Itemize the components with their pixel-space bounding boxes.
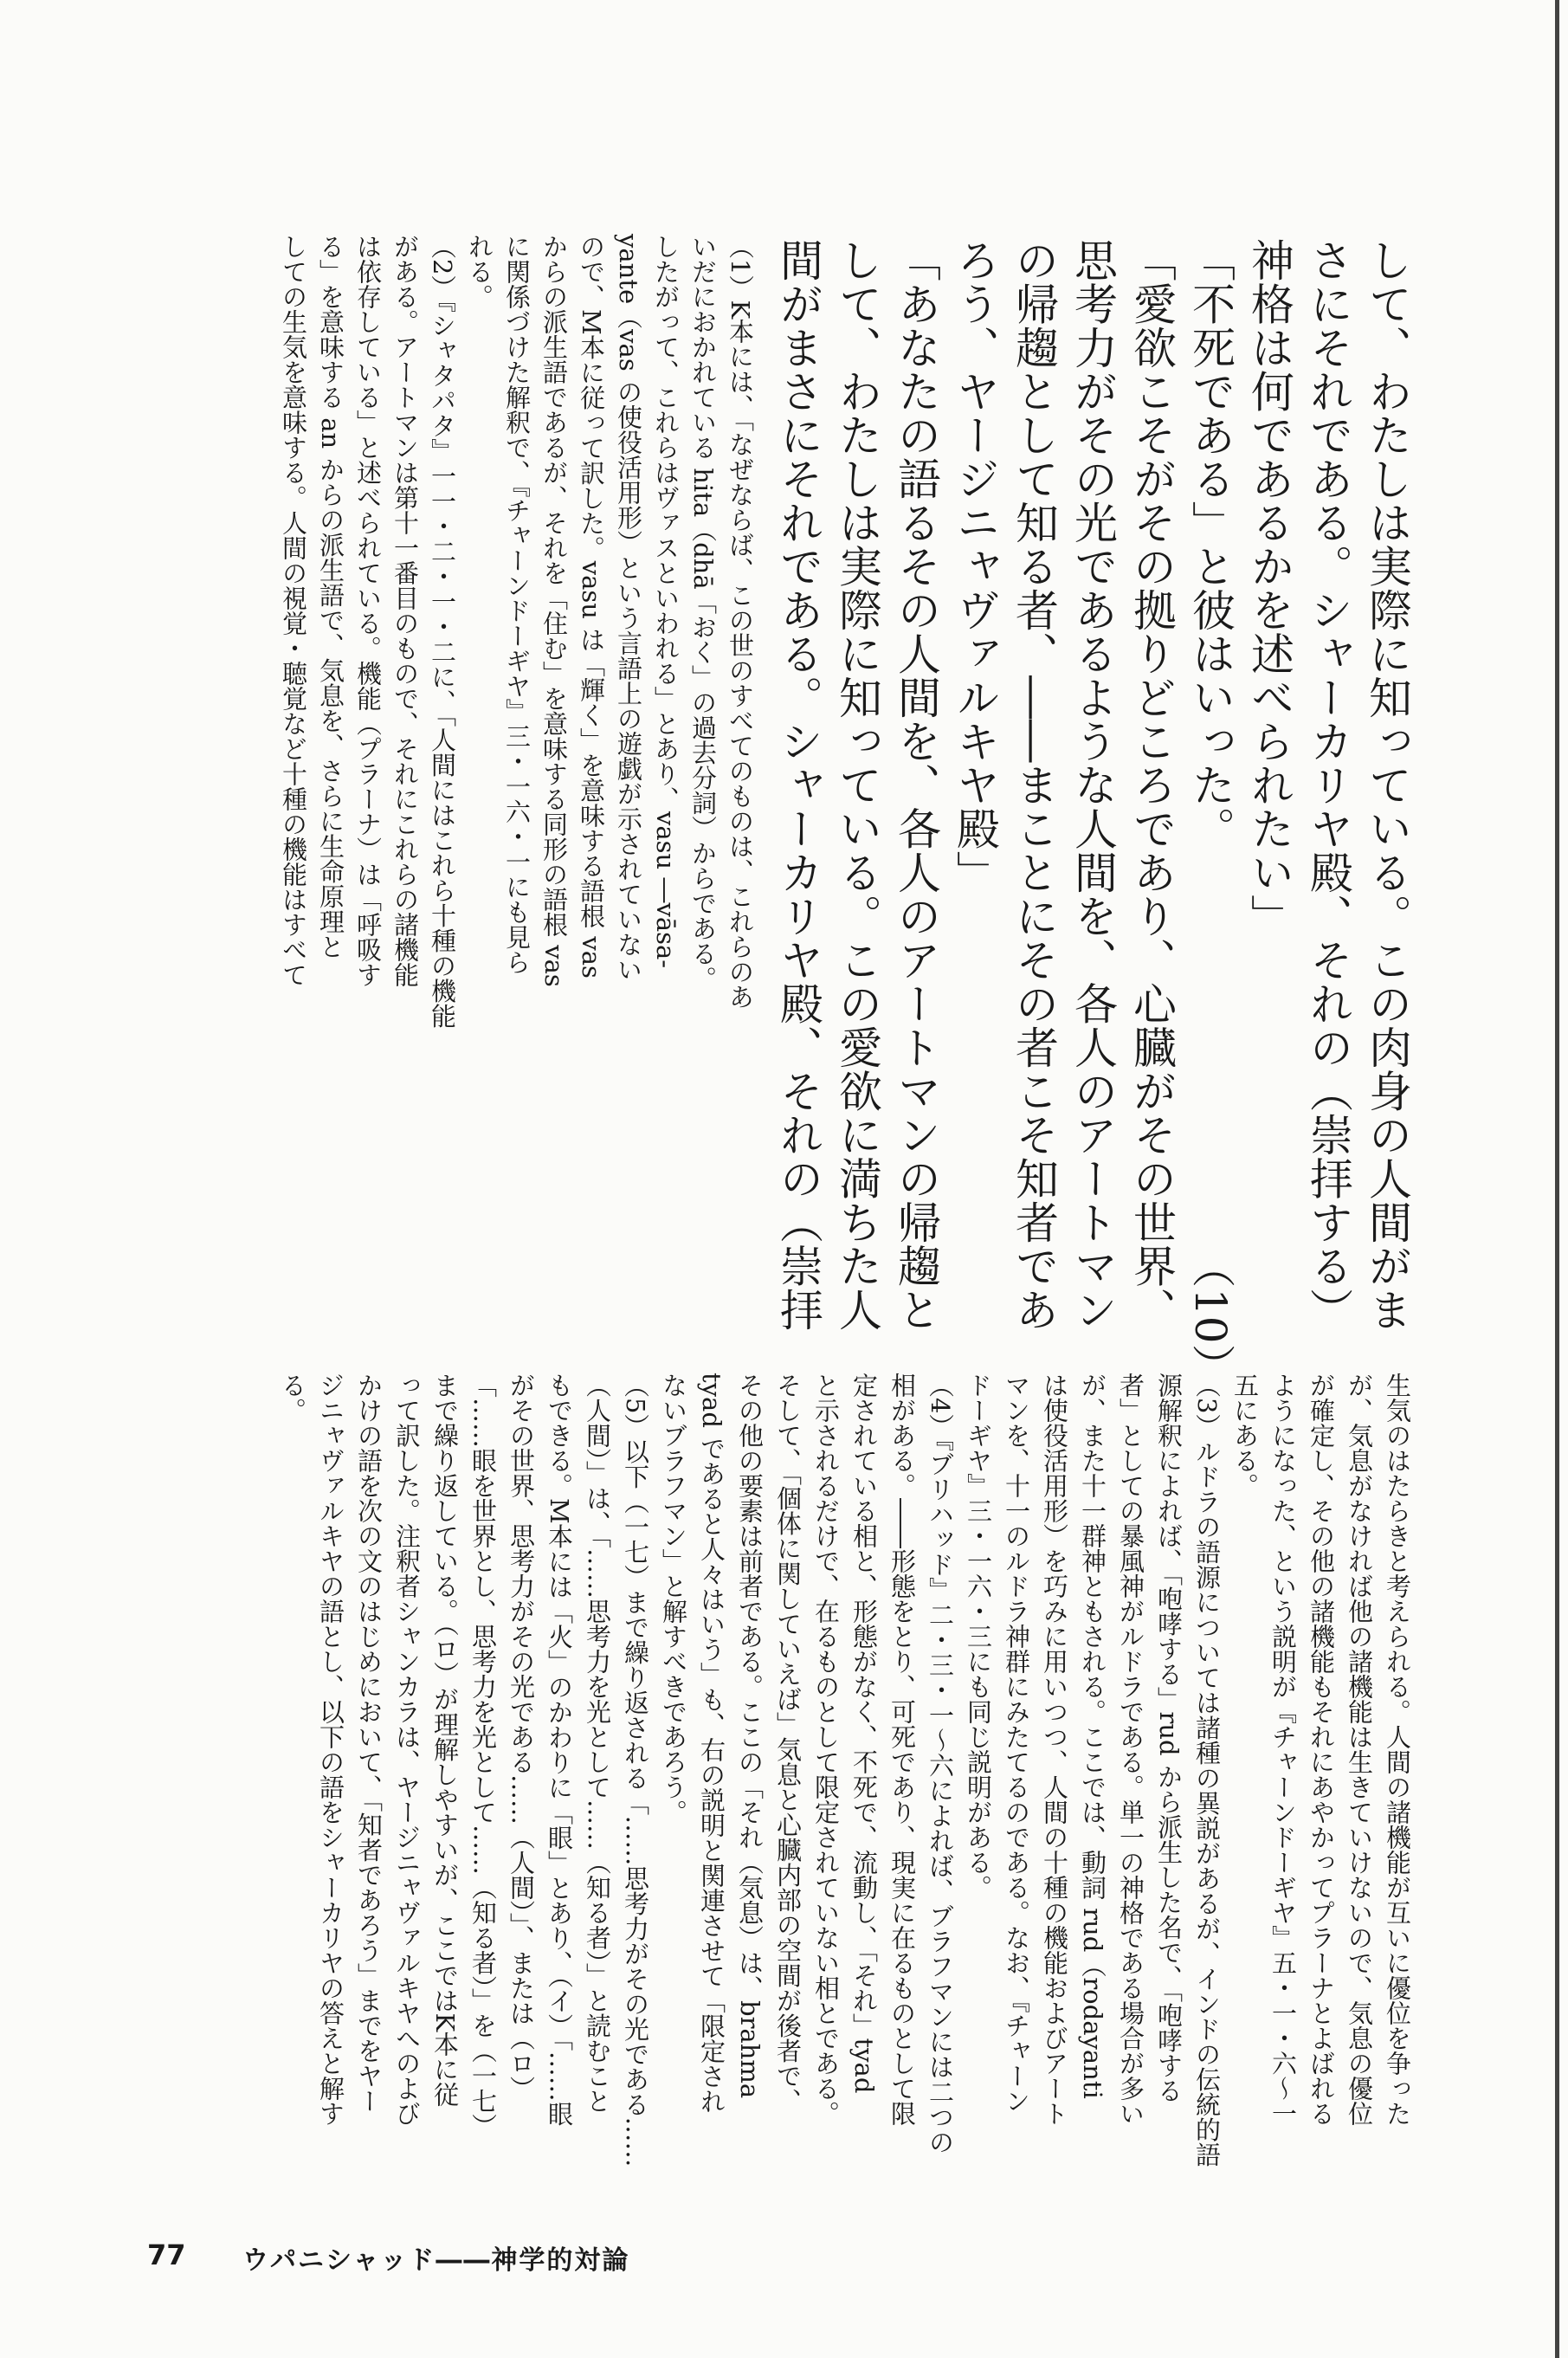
note-line: （5）以下（一七）まで繰り返される「……思考力がその光である…… (621, 1373, 650, 2167)
note-line: かけの語を次の文のはじめにおいて、「知者であろう」までをヤー (354, 1373, 384, 2114)
note-line: マンを、十一のルドラ神群にみたてるのである。なお、『チャーン (1002, 1373, 1031, 2114)
note-line: は依存している」と述べられている。機能（プラーナ）は「呼吸す (353, 234, 383, 987)
note-line: ので、M本に従って訳した。vasu は「輝く」を意味する語根 vas (577, 234, 606, 979)
note-line: tyad であると人々はいう」も、右の説明と関連させて「限定され (697, 1373, 726, 2115)
note-line: （人間）」は、「……思考力を光として……（知る者）」と読むこと (583, 1373, 612, 2114)
note-line: 「……眼を世界とし、思考力を光として……（知る者）」を（一七） (468, 1373, 498, 2139)
note-line: いだにおかれている hita（dhā「おく」の過去分詞）からである。 (688, 234, 718, 992)
note-line: は使役活用形）を巧みに用いつつ、人間の十種の機能およびアート (1040, 1373, 1069, 2126)
main-text-line: 「あなたの語るその人間を、各人のアートマンの帰趨と (891, 238, 941, 1332)
main-text-line: さにそれである。シャーカリヤ殿、それの（崇拝する） (1303, 238, 1353, 1332)
note-line: 源解釈によれば、「咆哮する」rud から派生した名で、「咆哮する (1154, 1373, 1184, 2103)
main-text-block (773, 238, 1416, 1388)
main-text-line: 「愛欲こそがその拠りどころであり、心臓がその世界、 (1126, 238, 1177, 1332)
note-line: が、また十一群神ともされる。ここでは、動詞 rud（rodayanti (1078, 1373, 1107, 2099)
note-line: る。 (278, 1373, 307, 1423)
note-line: もできる。M本には「火」のかわりに「眼」とあり、（イ）「……眼 (545, 1373, 574, 2127)
note-line: ジニャヴァルキヤの語とし、以下の語をシャーカリヤの答えと解す (316, 1373, 345, 2126)
note-line: 生気のはたらきと考えられる。人間の諸機能が互いに優位を争った (1383, 1373, 1412, 2126)
note-line: （3）ルドラの語源については諸種の異説があるが、インドの伝統的語 (1192, 1373, 1222, 2167)
note-line: 定されている相と、形態がなく、不死で、流動し、「それ」tyad (849, 1373, 879, 2094)
note-line: （2）『シャタパタ』一一・二・一・二に、「人間にはこれら十種の機能 (428, 234, 457, 1029)
note-line: yante（vas の使役活用形）という言語上の遊戯が示されていない (614, 234, 643, 982)
main-text-line: して、わたしは実際に知っている。この愛欲に満ちた人 (832, 238, 882, 1332)
note-line: がある。アートマンは第十一番目のもので、それにこれらの諸機能 (390, 234, 420, 987)
note-line: が確定し、その他の諸機能もそれにあやかってプラーナとよばれる (1307, 1373, 1336, 2126)
page-edge-rule (1555, 0, 1559, 2358)
note-line: る」を意味する an からの派生語で、気息を、さらに生命原理と (316, 234, 345, 959)
note-line: 相がある。――形態をとり、可死であり、現実に在るものとして限 (887, 1373, 917, 2126)
main-text-line: 思考力がその光であるような人間を、各人のアートマン (1068, 238, 1118, 1332)
running-title: ウパニシャッド――神学的対論 (242, 2245, 630, 2276)
note-line: がその世界、思考力がその光である……（人間）」、または（ロ） (507, 1373, 536, 2101)
note-line: したがって、これらはヴァスといわれる」とあり、vasu ―vāsa- (651, 234, 681, 969)
main-text-line: 間がまさにそれである。シャーカリヤ殿、それの（崇拝 (773, 238, 823, 1332)
note-line: そして、「個体に関していえば」気息と心臓内部の空間が後者で、 (773, 1373, 803, 2114)
main-text-line: ろう、ヤージニャヴァルキヤ殿」 (950, 238, 1000, 895)
note-line: ドーギヤ』三・一六・三にも同じ説明がある。 (964, 1373, 993, 1900)
note-line: って訳した。注釈者シャンカラは、ヤージニャヴァルキヤへのよび (392, 1373, 422, 2126)
note-line: が、気息がなければ他の諸機能は生きていけないので、気息の優位 (1345, 1373, 1374, 2126)
note-line: ないブラフマン」と解すべきであろう。 (659, 1373, 688, 1825)
notes-bottom-block (152, 1373, 1416, 2264)
note-line: しての生気を意味する。人間の視覚・聴覚など十種の機能はすべて (279, 234, 308, 987)
note-line: （1）K本には、「なぜならば、この世のすべてのものは、これらのあ (726, 234, 755, 1010)
main-text-line: して、わたしは実際に知っている。この肉身の人間がま (1362, 238, 1412, 1332)
page-number: 77 (147, 2238, 186, 2271)
note-line: に関係づけた解釈で、『チャーンドーギヤ』三・一六・一にも見ら (502, 234, 532, 975)
note-line: その他の要素は前者である。ここの「それ（気息）は、brahma (735, 1373, 765, 2099)
note-line: からの派生語であるが、それを「住む」を意味する同形の語根 vas (539, 234, 569, 987)
note-line: れる。 (465, 234, 494, 309)
main-text-line: 神格は何であるかを述べられたい」 (1244, 238, 1294, 938)
main-text-line: の帰趨として知る者、――まことにその者こそ知者であ (1009, 238, 1059, 1332)
main-text-line: 「不死である」と彼はいった。 （10） (1185, 238, 1236, 1388)
note-line: 五にある。 (1230, 1373, 1260, 1498)
note-line: 者」としての暴風神がルドラである。単一の神格である場合が多い (1116, 1373, 1145, 2126)
note-line: と示されるだけで、在るものとして限定されていない相とである。 (811, 1373, 841, 2126)
note-line: （4）『ブリハッド』二・三・一～六によれば、ブラフマンには二つの (926, 1373, 955, 2155)
notes-top-block (279, 234, 758, 1091)
note-line: まで繰り返している。（ロ）が理解しやすいが、ここではK本に従 (430, 1373, 460, 2108)
note-line: ようになった、という説明が『チャーンドーギヤ』五・一・六～一 (1268, 1373, 1298, 2126)
